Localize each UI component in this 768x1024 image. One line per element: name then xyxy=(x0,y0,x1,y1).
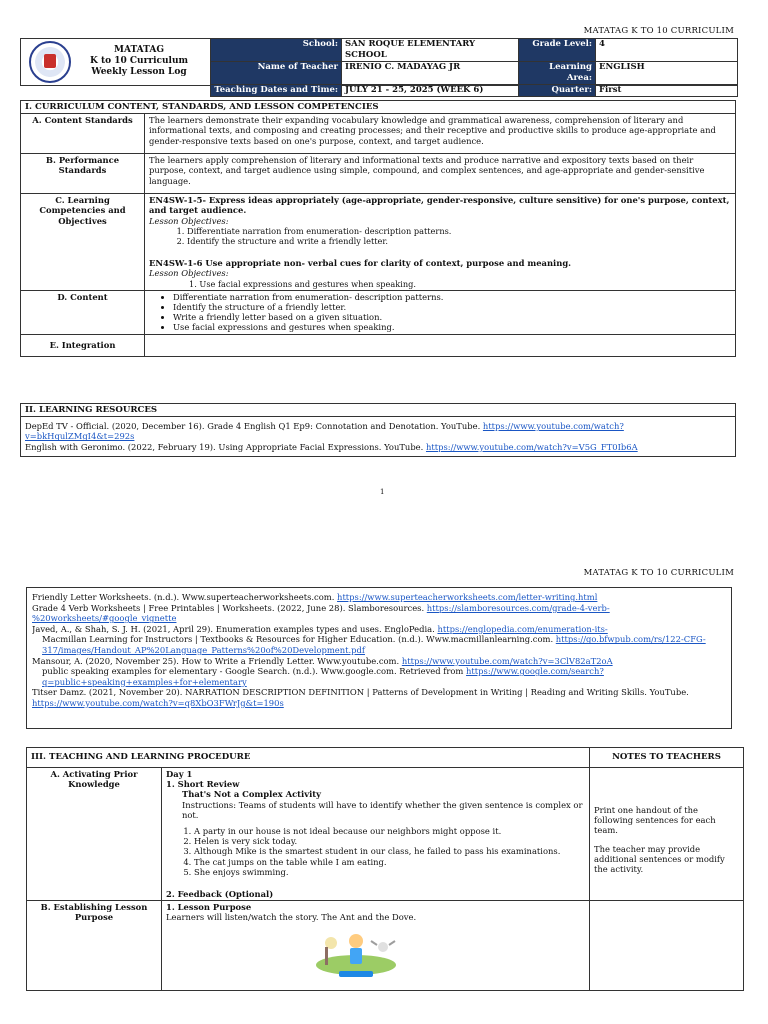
step-heading: 1. Short Review xyxy=(166,779,240,790)
school-label: School: xyxy=(211,39,342,62)
school-value: SAN ROQUE ELEMENTARY SCHOOL xyxy=(342,39,519,62)
performance-standards-text: The learners apply comprehension of literary and informational texts and produce narrative and expository texts based on their purpose, context, and target audience using simple, compound, and complex sentences, and age-appropriate and gender-sensitive language. xyxy=(145,154,736,194)
step-heading: 2. Feedback (Optional) xyxy=(166,889,274,900)
header-info-table xyxy=(210,38,738,97)
note-text: Print one handout of the following sentences for each team. xyxy=(594,805,716,836)
curriculum-tag: MATATAG K TO 10 CURRICULIM xyxy=(583,568,734,578)
reference-text: Grade 4 Verb Worksheets | Free Printables | Worksheets. (2022, June 28). Slamboresources. xyxy=(32,602,427,613)
lesson-purpose-cell xyxy=(162,901,590,991)
list-item: • Differentiate narration from enumeration- description patterns. xyxy=(173,292,731,302)
reference-link[interactable]: https://www.youtube.com/watch?v=V5G_FT0Ib6A xyxy=(425,441,638,452)
objectives-list-1 xyxy=(149,226,731,246)
deped-seal-icon xyxy=(29,41,71,83)
competency-1: EN4SW-1-5- Express ideas appropriately (age-appropriate, gender-responsive, culture sensitive) for one's purpose, context, and target audience. xyxy=(149,195,730,216)
reference-link[interactable]: https://www.youtube.com/watch?v=3ClV82aT2oA xyxy=(401,655,613,666)
reference-text: English with Geronimo. (2022, February 19). Using Appropriate Facial Expressions. YouTube. xyxy=(25,441,426,452)
activity-title: That's Not a Complex Activity xyxy=(182,789,321,800)
teaching-procedure-section xyxy=(26,747,744,991)
story-illustration-image xyxy=(311,929,401,979)
learning-resources-section xyxy=(20,403,736,457)
reference-link[interactable]: https://englopedia.com/enumeration-its- xyxy=(437,623,608,634)
lesson-purpose-text: Learners will listen/watch the story. The Ant and the Dove. xyxy=(166,912,417,923)
content-label: D. Content xyxy=(21,290,145,334)
prior-knowledge-label: A. Activating Prior Knowledge xyxy=(27,768,162,901)
list-item: 2. Helen is very sick today. xyxy=(194,836,585,846)
references-box xyxy=(26,587,732,729)
step-heading: 1. Lesson Purpose xyxy=(166,902,252,913)
sentence-list xyxy=(166,826,585,877)
content-standards-label: A. Content Standards xyxy=(21,114,145,154)
note-text: The teacher may provide additional sentences or modify the activity. xyxy=(594,843,725,875)
grade-value: 4 xyxy=(596,39,738,62)
reference-link[interactable]: https://www.youtube.com/watch?v=q8XbO3FWrJg&t=190s xyxy=(32,697,284,708)
resources-cell xyxy=(21,417,736,457)
section1-heading: I. CURRICULUM CONTENT, STANDARDS, AND LESSON COMPETENCIES xyxy=(21,101,736,114)
list-item: • Use facial expressions and gestures when speaking. xyxy=(173,322,731,332)
list-item: 1. Differentiate narration from enumeration- description patterns. xyxy=(187,226,731,236)
reference-text: DepEd TV - Official. (2020, December 16). Grade 4 English Q1 Ep9: Connotation and Denotation. YouTube. xyxy=(25,421,483,432)
reference-text: Mansour, A. (2020, November 25). How to Write a Friendly Letter. Www.youtube.com. xyxy=(32,655,402,666)
competencies-cell xyxy=(145,194,736,291)
integration-label: E. Integration xyxy=(21,334,145,356)
curriculum-section xyxy=(20,100,736,357)
curriculum-tag: MATATAG K TO 10 CURRICULIM xyxy=(583,26,734,36)
section3-heading: III. TEACHING AND LEARNING PROCEDURE xyxy=(27,748,590,768)
log-title: MATATAG K to 10 Curriculum Weekly Lesson Log xyxy=(89,45,189,77)
list-item: • Write a friendly letter based on a given situation. xyxy=(173,312,731,322)
quarter-label: Quarter: xyxy=(519,85,596,97)
notes-cell xyxy=(590,901,744,991)
section2-heading: II. LEARNING RESOURCES xyxy=(21,404,736,417)
reference-link[interactable]: https://slamboresources.com/grade-4-verb-%20worksheets/#google_vignette xyxy=(32,602,610,624)
area-value: ENGLISH xyxy=(596,62,738,85)
list-item: 4. The cat jumps on the table while I am eating. xyxy=(194,857,585,867)
teacher-label: Name of Teacher xyxy=(211,62,342,85)
instructions-text: Instructions: Teams of students will have to identify whether the given sentence is complex or not. xyxy=(182,799,583,820)
reference-text: public speaking examples for elementary - Google Search. (n.d.). Www.google.com. Retrieved from xyxy=(42,666,467,677)
reference-text: Titser Damz. (2021, November 20). NARRATION DESCRIPTION DEFINITION | Patterns of Development in Writing | Reading and Writing Skills. YouTube. xyxy=(32,687,689,698)
area-label: Learning Area: xyxy=(519,62,596,85)
competency-2: EN4SW-1-6 Use appropriate non- verbal cues for clarity of context, purpose and meaning. xyxy=(149,258,572,269)
reference-text: Friendly Letter Worksheets. (n.d.). Www.superteacherworksheets.com. xyxy=(32,592,338,602)
grade-label: Grade Level: xyxy=(519,39,596,62)
notes-heading: NOTES TO TEACHERS xyxy=(590,748,744,768)
objectives-label-1: Lesson Objectives: xyxy=(149,215,229,226)
lesson-log-header xyxy=(20,38,738,95)
list-item: • Identify the structure of a friendly letter. xyxy=(173,302,731,312)
competencies-label: C. Learning Competencies and Objectives xyxy=(21,194,145,291)
content-standards-text: The learners demonstrate their expanding vocabulary knowledge and grammatical awareness, comprehension of literary and informational texts, and composing and creating processes; and their receptive and productive skills to produce age-appropriate and gender-responsive texts based on one's purpose, context, and target audience. xyxy=(145,114,736,154)
teacher-value: IRENIO C. MADAYAG JR xyxy=(342,62,519,85)
list-item: 5. She enjoys swimming. xyxy=(194,867,585,877)
reference-link[interactable]: https://www.superteacherworksheets.com/letter-writing.html xyxy=(337,592,598,602)
list-item: 3. Although Mike is the smartest student in our class, he failed to pass his examinations. xyxy=(194,846,585,856)
objective-2: 1. Use facial expressions and gestures when speaking. xyxy=(189,278,416,289)
list-item: 2. Identify the structure and write a friendly letter. xyxy=(187,236,731,246)
reference-link[interactable]: https://www.youtube.com/watch?v=bkHqulZMgI4&t=292s xyxy=(25,421,624,442)
objectives-label-2: Lesson Objectives: xyxy=(149,268,229,279)
dates-value: JULY 21 - 25, 2025 (WEEK 6) xyxy=(342,85,519,97)
reference-text: Javed, A., & Shah, S. J. H. (2021, April 29). Enumeration examples types and uses. EngloPedia. xyxy=(32,623,438,634)
list-item: 1. A party in our house is not ideal because our neighbors might oppose it. xyxy=(194,826,585,836)
story-illustration xyxy=(311,929,401,979)
content-cell xyxy=(145,290,736,334)
prior-knowledge-cell xyxy=(162,768,590,901)
reference-link[interactable]: https://www.google.com/search?q=public+speaking+examples+for+elementary xyxy=(42,666,604,687)
page-number: 1 xyxy=(380,488,385,496)
day-label: Day 1 xyxy=(166,769,193,779)
quarter-value: First xyxy=(596,85,738,97)
dates-label: Teaching Dates and Time: xyxy=(211,85,342,97)
reference-link[interactable]: https://go.bfwpub.com/rs/122-CFG-317/images/Handout_AP%20Language_Patterns%20of%20Development.pdf xyxy=(42,634,706,655)
integration-cell xyxy=(145,334,736,356)
reference-text: Macmillan Learning for Instructors | Textbooks & Resources for Higher Education. (n.d.). Www.macmillanlearning.com. xyxy=(42,634,556,645)
notes-cell xyxy=(590,768,744,901)
lesson-purpose-label: B. Establishing Lesson Purpose xyxy=(27,901,162,991)
performance-standards-label: B. Performance Standards xyxy=(21,154,145,194)
